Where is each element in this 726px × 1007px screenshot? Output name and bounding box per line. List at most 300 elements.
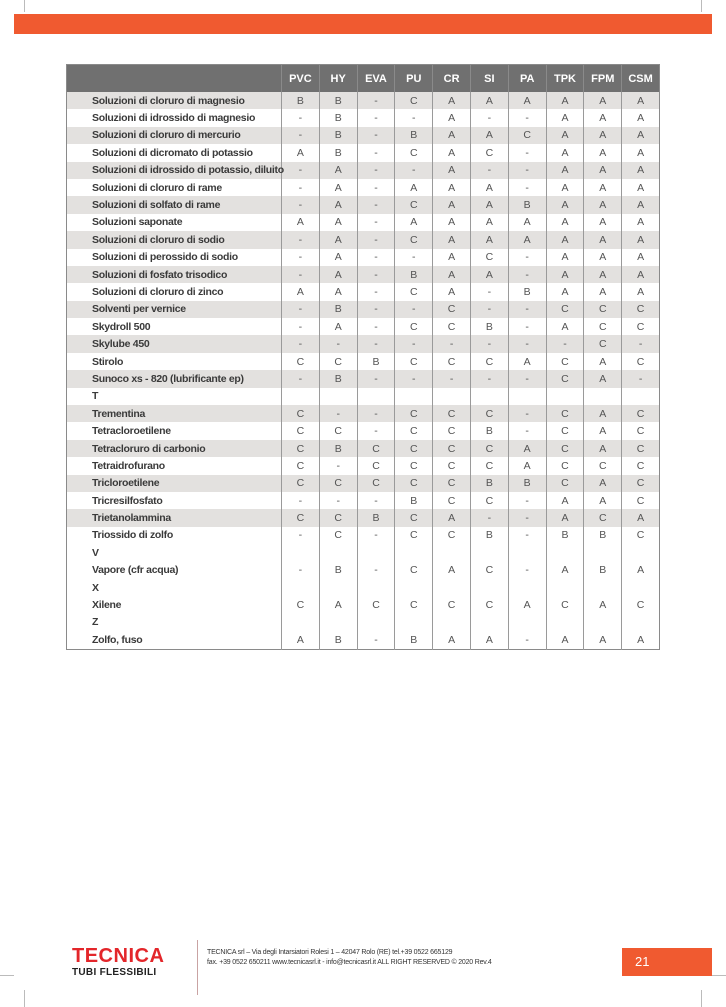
rating-cell: - — [508, 162, 546, 179]
rating-cell: - — [357, 92, 395, 109]
rating-cell: B — [508, 475, 546, 492]
rating-cell: - — [395, 335, 433, 352]
rating-cell: C — [395, 440, 433, 457]
rating-cell: - — [357, 318, 395, 335]
table-row — [67, 196, 660, 213]
rating-cell — [395, 544, 433, 561]
rating-cell: C — [470, 353, 508, 370]
rating-cell — [395, 579, 433, 596]
substance-name: Tetraidrofurano — [92, 459, 165, 472]
rating-cell — [508, 579, 546, 596]
rating-cell: C — [470, 596, 508, 613]
rating-cell: - — [319, 457, 357, 474]
rating-cell — [357, 614, 395, 631]
rating-cell: B — [357, 353, 395, 370]
table-row — [67, 457, 660, 474]
rating-cell: A — [622, 127, 660, 144]
table-row — [67, 527, 660, 544]
rating-cell: - — [282, 249, 320, 266]
rating-cell: C — [433, 475, 471, 492]
rating-cell: - — [508, 509, 546, 526]
rating-cell: C — [546, 370, 584, 387]
rating-cell — [470, 544, 508, 561]
footer-contact — [207, 948, 492, 968]
table-row — [67, 301, 660, 318]
rating-cell: A — [622, 214, 660, 231]
rating-cell — [433, 388, 471, 405]
logo-main-text: TECNICA — [72, 945, 165, 967]
rating-cell: - — [282, 370, 320, 387]
rating-cell — [433, 544, 471, 561]
substance-name: Tricresilfosfato — [92, 494, 163, 507]
rating-cell: A — [546, 179, 584, 196]
rating-cell: B — [470, 475, 508, 492]
rating-cell: A — [584, 266, 622, 283]
crop-mark — [24, 990, 25, 1007]
rating-cell: A — [622, 162, 660, 179]
crop-mark — [701, 0, 702, 12]
rating-cell: A — [546, 318, 584, 335]
rating-cell: A — [433, 162, 471, 179]
rating-cell: C — [357, 457, 395, 474]
table-row — [67, 179, 660, 196]
rating-cell: - — [319, 405, 357, 422]
rating-cell: C — [470, 405, 508, 422]
rating-cell: - — [395, 301, 433, 318]
substance-name: Vapore (cfr acqua) — [92, 564, 179, 577]
rating-cell — [622, 388, 660, 405]
rating-cell: - — [433, 335, 471, 352]
substance-name: Zolfo, fuso — [92, 633, 143, 646]
rating-cell: A — [319, 162, 357, 179]
column-header-pvc: PVC — [282, 65, 320, 93]
rating-cell: A — [433, 509, 471, 526]
rating-cell: B — [470, 318, 508, 335]
rating-cell: C — [622, 457, 660, 474]
rating-cell: - — [319, 492, 357, 509]
rating-cell: A — [433, 249, 471, 266]
rating-cell: C — [395, 509, 433, 526]
rating-cell: B — [508, 196, 546, 213]
substance-name: Soluzioni di fosfato trisodico — [67, 266, 282, 283]
rating-cell: C — [395, 422, 433, 439]
rating-cell: - — [508, 422, 546, 439]
rating-cell: B — [319, 109, 357, 126]
rating-cell: C — [470, 440, 508, 457]
rating-cell: - — [622, 335, 660, 352]
table-row — [67, 370, 660, 387]
substance-name: Soluzioni di cloruro di zinco — [92, 285, 224, 298]
rating-cell — [282, 544, 320, 561]
rating-cell — [508, 614, 546, 631]
rating-cell: C — [282, 353, 320, 370]
rating-cell: A — [546, 562, 584, 579]
rating-cell: - — [357, 162, 395, 179]
table-row — [67, 405, 660, 422]
footer-address: TECNICA srl – Via degli Intarsiatori Rolesi 1 – 42047 Rolo (RE) tel.+39 0522 665129 — [207, 949, 453, 956]
rating-cell: A — [546, 214, 584, 231]
rating-cell: B — [357, 509, 395, 526]
rating-cell: C — [395, 527, 433, 544]
rating-cell — [433, 579, 471, 596]
table-row — [67, 92, 660, 109]
rating-cell: A — [470, 92, 508, 109]
rating-cell: A — [395, 214, 433, 231]
rating-cell: C — [395, 196, 433, 213]
column-header-pa: PA — [508, 65, 546, 93]
substance-name: X — [92, 581, 99, 594]
rating-cell: - — [357, 144, 395, 161]
rating-cell: - — [470, 301, 508, 318]
rating-cell: - — [357, 179, 395, 196]
rating-cell: A — [546, 249, 584, 266]
rating-cell — [282, 579, 320, 596]
rating-cell: B — [470, 422, 508, 439]
rating-cell: C — [622, 527, 660, 544]
rating-cell: A — [584, 631, 622, 649]
page-number: 21 — [622, 948, 712, 976]
rating-cell: - — [508, 492, 546, 509]
footer-contacts: fax. +39 0522 650211 www.tecnicasrl.it - info@tecnicasrl.it ALL RIGHT RESERVED © 2020 Rev.4 — [207, 959, 492, 966]
rating-cell: - — [395, 109, 433, 126]
rating-cell — [282, 388, 320, 405]
rating-cell: C — [470, 457, 508, 474]
rating-cell: B — [319, 301, 357, 318]
rating-cell: A — [319, 179, 357, 196]
rating-cell: C — [433, 457, 471, 474]
substance-name: Soluzioni di dicromato di potassio — [92, 146, 253, 159]
table-row — [67, 109, 660, 126]
substance-name: Trietanolammina — [67, 509, 282, 526]
rating-cell: A — [622, 179, 660, 196]
rating-cell: A — [282, 631, 320, 649]
rating-cell: A — [508, 231, 546, 248]
rating-cell: - — [357, 405, 395, 422]
rating-cell: C — [433, 353, 471, 370]
table-row — [67, 492, 660, 509]
substance-name: Tetracloruro di carbonio — [67, 440, 282, 457]
rating-cell — [622, 544, 660, 561]
rating-cell — [508, 388, 546, 405]
rating-cell: - — [357, 249, 395, 266]
rating-cell: B — [282, 92, 320, 109]
rating-cell: A — [584, 214, 622, 231]
rating-cell: A — [433, 179, 471, 196]
rating-cell: A — [546, 231, 584, 248]
rating-cell: - — [546, 335, 584, 352]
table-row — [67, 162, 660, 179]
rating-cell: C — [470, 492, 508, 509]
rating-cell: - — [508, 562, 546, 579]
rating-cell: A — [433, 144, 471, 161]
substance-name: Soluzioni saponate — [92, 216, 183, 229]
substance-name: Sunoco xs - 820 (lubrificante ep) — [67, 370, 282, 387]
rating-cell — [395, 388, 433, 405]
rating-cell: A — [546, 492, 584, 509]
rating-cell: A — [319, 214, 357, 231]
rating-cell: A — [546, 162, 584, 179]
substance-name: Solventi per vernice — [67, 301, 282, 318]
rating-cell: B — [319, 144, 357, 161]
rating-cell: C — [282, 457, 320, 474]
substance-name: Soluzioni di cloruro di sodio — [67, 231, 282, 248]
rating-cell: C — [433, 318, 471, 335]
rating-cell: A — [282, 144, 320, 161]
substance-name: Xilene — [92, 599, 122, 612]
rating-cell: B — [319, 631, 357, 649]
rating-cell — [622, 614, 660, 631]
table-header-row — [67, 65, 660, 93]
rating-cell: B — [584, 562, 622, 579]
rating-cell — [357, 388, 395, 405]
rating-cell: C — [433, 440, 471, 457]
rating-cell: A — [584, 196, 622, 213]
column-header-fpm: FPM — [584, 65, 622, 93]
rating-cell: C — [319, 527, 357, 544]
rating-cell: - — [622, 370, 660, 387]
rating-cell — [584, 614, 622, 631]
table-row — [67, 422, 660, 439]
rating-cell: - — [470, 109, 508, 126]
rating-cell: C — [470, 562, 508, 579]
substance-name: Z — [92, 616, 99, 629]
rating-cell: - — [282, 231, 320, 248]
column-header-eva: EVA — [357, 65, 395, 93]
table-row — [67, 231, 660, 248]
rating-cell: C — [395, 353, 433, 370]
rating-cell: - — [508, 144, 546, 161]
rating-cell: B — [395, 127, 433, 144]
rating-cell: A — [470, 179, 508, 196]
rating-cell: A — [433, 109, 471, 126]
rating-cell: C — [584, 335, 622, 352]
rating-cell: B — [319, 440, 357, 457]
table-row — [67, 544, 660, 561]
rating-cell: C — [395, 318, 433, 335]
table-row — [67, 388, 660, 405]
rating-cell: - — [319, 335, 357, 352]
rating-cell: C — [395, 596, 433, 613]
rating-cell: A — [584, 144, 622, 161]
rating-cell: A — [433, 562, 471, 579]
rating-cell: A — [622, 144, 660, 161]
rating-cell — [546, 579, 584, 596]
rating-cell — [433, 614, 471, 631]
rating-cell: A — [584, 127, 622, 144]
rating-cell: A — [508, 353, 546, 370]
logo-sub-text: TUBI FLESSIBILI — [72, 967, 157, 978]
rating-cell: - — [508, 405, 546, 422]
rating-cell: C — [546, 301, 584, 318]
rating-cell: - — [433, 370, 471, 387]
column-header-csm: CSM — [622, 65, 660, 93]
rating-cell: A — [622, 631, 660, 649]
rating-cell: C — [508, 127, 546, 144]
table-row — [67, 475, 660, 492]
company-logo — [72, 945, 164, 978]
rating-cell: - — [357, 631, 395, 649]
rating-cell: A — [433, 266, 471, 283]
rating-cell: A — [470, 127, 508, 144]
rating-cell: A — [622, 562, 660, 579]
table-row — [67, 249, 660, 266]
column-header-si: SI — [470, 65, 508, 93]
rating-cell: B — [395, 266, 433, 283]
rating-cell: A — [433, 92, 471, 109]
rating-cell: C — [546, 422, 584, 439]
rating-cell: C — [622, 492, 660, 509]
rating-cell: - — [282, 492, 320, 509]
rating-cell: C — [622, 405, 660, 422]
rating-cell: A — [319, 196, 357, 213]
rating-cell — [470, 614, 508, 631]
rating-cell: A — [584, 179, 622, 196]
rating-cell: B — [508, 283, 546, 300]
rating-cell: B — [395, 492, 433, 509]
rating-cell: A — [319, 596, 357, 613]
substance-name: Soluzioni di perossido di sodio — [92, 251, 238, 264]
rating-cell: B — [319, 92, 357, 109]
rating-cell: C — [546, 457, 584, 474]
rating-cell: C — [395, 457, 433, 474]
rating-cell: - — [508, 179, 546, 196]
rating-cell: B — [319, 562, 357, 579]
substance-name: Trementina — [67, 405, 282, 422]
rating-cell: C — [395, 405, 433, 422]
rating-cell: - — [357, 527, 395, 544]
rating-cell: A — [319, 231, 357, 248]
rating-cell: A — [433, 214, 471, 231]
rating-cell: C — [319, 509, 357, 526]
chemical-resistance-table — [66, 64, 660, 650]
rating-cell: - — [282, 109, 320, 126]
rating-cell: A — [546, 509, 584, 526]
rating-cell: - — [508, 249, 546, 266]
rating-cell: A — [622, 196, 660, 213]
rating-cell: A — [546, 144, 584, 161]
rating-cell: C — [319, 475, 357, 492]
rating-cell — [282, 614, 320, 631]
rating-cell — [357, 544, 395, 561]
rating-cell: - — [357, 492, 395, 509]
rating-cell — [319, 614, 357, 631]
rating-cell: C — [357, 596, 395, 613]
rating-cell: C — [584, 318, 622, 335]
rating-cell: C — [546, 475, 584, 492]
rating-cell: - — [395, 249, 433, 266]
rating-cell: - — [282, 562, 320, 579]
rating-cell: - — [357, 370, 395, 387]
header-substance — [67, 65, 282, 93]
rating-cell: A — [319, 283, 357, 300]
rating-cell: C — [584, 457, 622, 474]
rating-cell: C — [433, 422, 471, 439]
rating-cell: C — [395, 283, 433, 300]
rating-cell: C — [319, 353, 357, 370]
rating-cell: A — [319, 318, 357, 335]
rating-cell: A — [433, 631, 471, 649]
rating-cell: A — [470, 196, 508, 213]
rating-cell: C — [395, 92, 433, 109]
rating-cell — [584, 579, 622, 596]
rating-cell — [319, 579, 357, 596]
rating-cell — [584, 544, 622, 561]
substance-name: Triossido di zolfo — [92, 529, 173, 542]
rating-cell: C — [282, 405, 320, 422]
rating-cell: C — [319, 422, 357, 439]
rating-cell: - — [357, 127, 395, 144]
table-row — [67, 318, 660, 335]
rating-cell — [546, 614, 584, 631]
rating-cell: - — [508, 370, 546, 387]
rating-cell: A — [470, 631, 508, 649]
column-header-cr: CR — [433, 65, 471, 93]
rating-cell: - — [508, 109, 546, 126]
rating-cell: A — [584, 353, 622, 370]
rating-cell — [470, 388, 508, 405]
substance-name: Soluzioni di cloruro di mercurio — [67, 127, 282, 144]
table-row — [67, 266, 660, 283]
rating-cell: A — [433, 196, 471, 213]
rating-cell: A — [546, 631, 584, 649]
rating-cell: C — [622, 596, 660, 613]
rating-cell: A — [470, 231, 508, 248]
rating-cell: C — [584, 301, 622, 318]
column-header-pu: PU — [395, 65, 433, 93]
rating-cell: A — [546, 127, 584, 144]
rating-cell — [546, 388, 584, 405]
substance-name: Soluzioni di cloruro di rame — [92, 181, 222, 194]
substance-name: Soluzioni di idrossido di potassio, diluito — [67, 162, 282, 179]
substance-name: Soluzioni di solfato di rame — [67, 196, 282, 213]
rating-cell: C — [622, 422, 660, 439]
rating-cell: - — [508, 266, 546, 283]
rating-cell: - — [508, 631, 546, 649]
rating-cell: - — [357, 196, 395, 213]
rating-cell: A — [584, 422, 622, 439]
rating-cell — [584, 388, 622, 405]
rating-cell: - — [508, 301, 546, 318]
rating-cell: - — [470, 370, 508, 387]
rating-cell: A — [546, 196, 584, 213]
rating-cell: - — [395, 370, 433, 387]
rating-cell: A — [470, 266, 508, 283]
rating-cell: A — [622, 283, 660, 300]
rating-cell: A — [584, 370, 622, 387]
rating-cell: A — [508, 457, 546, 474]
rating-cell: A — [508, 440, 546, 457]
rating-cell: C — [433, 301, 471, 318]
rating-cell: C — [433, 596, 471, 613]
rating-cell — [508, 544, 546, 561]
rating-cell: A — [622, 249, 660, 266]
rating-cell: A — [584, 249, 622, 266]
table-row — [67, 440, 660, 457]
rating-cell: A — [622, 231, 660, 248]
table-row — [67, 509, 660, 526]
rating-cell: A — [584, 475, 622, 492]
rating-cell: - — [357, 109, 395, 126]
rating-cell: C — [433, 405, 471, 422]
table-row — [67, 562, 660, 579]
rating-cell: A — [508, 214, 546, 231]
rating-cell: C — [282, 422, 320, 439]
rating-cell: A — [622, 509, 660, 526]
rating-cell: A — [584, 92, 622, 109]
rating-cell: A — [546, 283, 584, 300]
rating-cell: C — [546, 405, 584, 422]
table-row — [67, 579, 660, 596]
